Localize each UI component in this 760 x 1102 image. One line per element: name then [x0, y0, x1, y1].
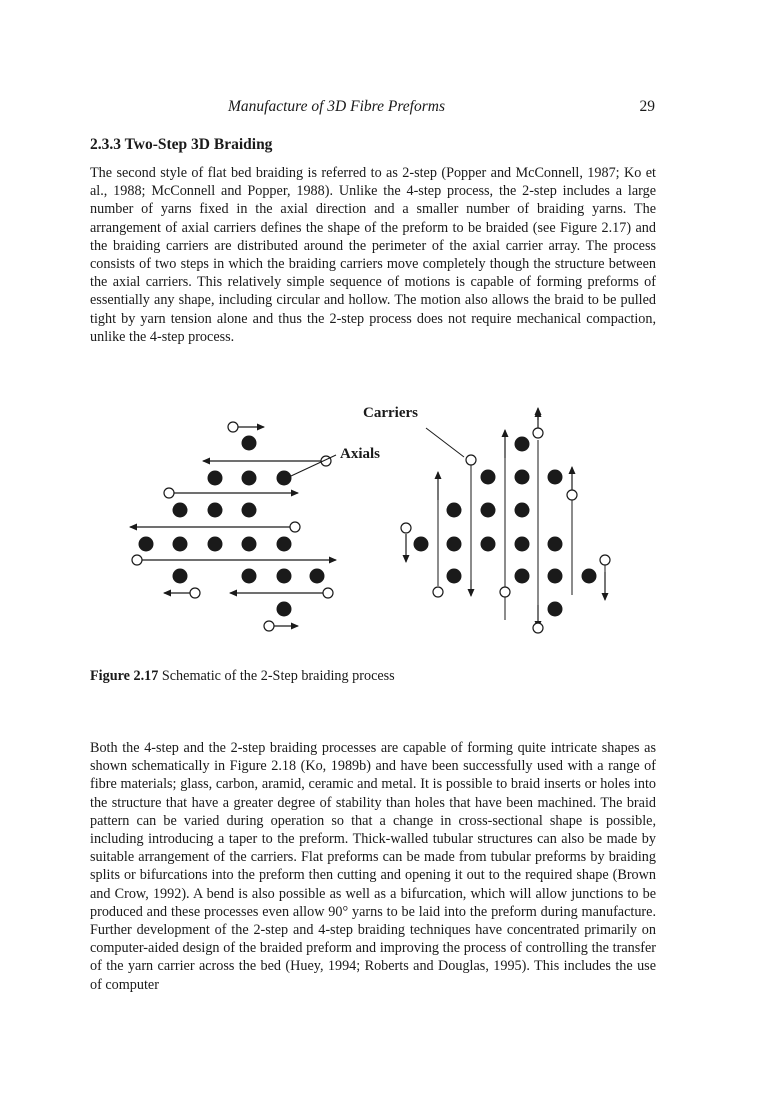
figure-caption-label: Figure 2.17 [90, 668, 159, 684]
left-schematic [130, 422, 336, 631]
label-carriers: Carriers [363, 405, 418, 421]
right-schematic [401, 408, 610, 633]
figure-caption [90, 668, 395, 685]
running-header [90, 98, 655, 118]
body-paragraph-1: The second style of flat bed braiding is referred to as 2-step (Popper and McConnell, 1987; Ko et al., 1988; McConnell and Popper, 1988). Unlike the 4-step process, the 2-step includes a large number of yarns fixed in the axial direction and a smaller number of braiding yarns. The arrangement of axial carriers defines the shape of the preform to be braided (see Figure 2.17) and the braiding carriers are distributed around the perimeter of the axial carrier array. The process consists of two steps in which the braiding carriers move completely though the structure between the axial carriers. This relatively simple sequence of motions is capable of forming preforms of essentially any shape, including circular and hollow. The motion also allows the braid to be pulled tight by yarn tension alone and thus the 2-step process does not require mechanical compaction, unlike the 4-step process. [90, 165, 656, 345]
label-axials: Axials [340, 446, 381, 462]
figure-caption-text: Schematic of the 2-Step braiding process [158, 668, 395, 684]
section-heading: 2.3.3 Two-Step 3D Braiding [90, 136, 273, 153]
braiding-schematic [120, 400, 640, 640]
carriers-pointer-line [426, 428, 464, 457]
page-number: 29 [639, 98, 655, 115]
running-title: Manufacture of 3D Fibre Preforms [228, 98, 445, 115]
figure-2-17 [120, 400, 640, 640]
braiding-paths-left [130, 422, 336, 631]
body-paragraph-2: Both the 4-step and the 2-step braiding processes are capable of forming quite intricate shapes as shown schematically in Figure 2.18 (Ko, 1989b) and have been successfully used with a range of fibre materials; glass, carbon, aramid, ceramic and metal. It is possible to braid inserts or holes into the structure that have a greater degree of stability than holes that have been machined. The braid pattern can be varied during operation so that a change in cross-sectional shape is possible, including introducing a taper to the preform. Thick-walled tubular structures can also be made by suitable arrangement of the carriers. Flat preforms can be made from tubular preforms by braiding splits or bifurcations into the preform then cutting and opening it out to the required shape (Brown and Crow, 1992). A bend is also possible as well as a bifurcation, which will allow junctions to be produced and these processes even allow 90° yarns to be laid into the preform during manufacture. Further development of the 2-step and 4-step braiding techniques have concentrated primarily on computer-aided design of the braided preform and improving the process of controlling the transfer of the yarn carrier across the bed (Huey, 1994; Roberts and Douglas, 1995). This includes the use of computer [90, 740, 656, 993]
